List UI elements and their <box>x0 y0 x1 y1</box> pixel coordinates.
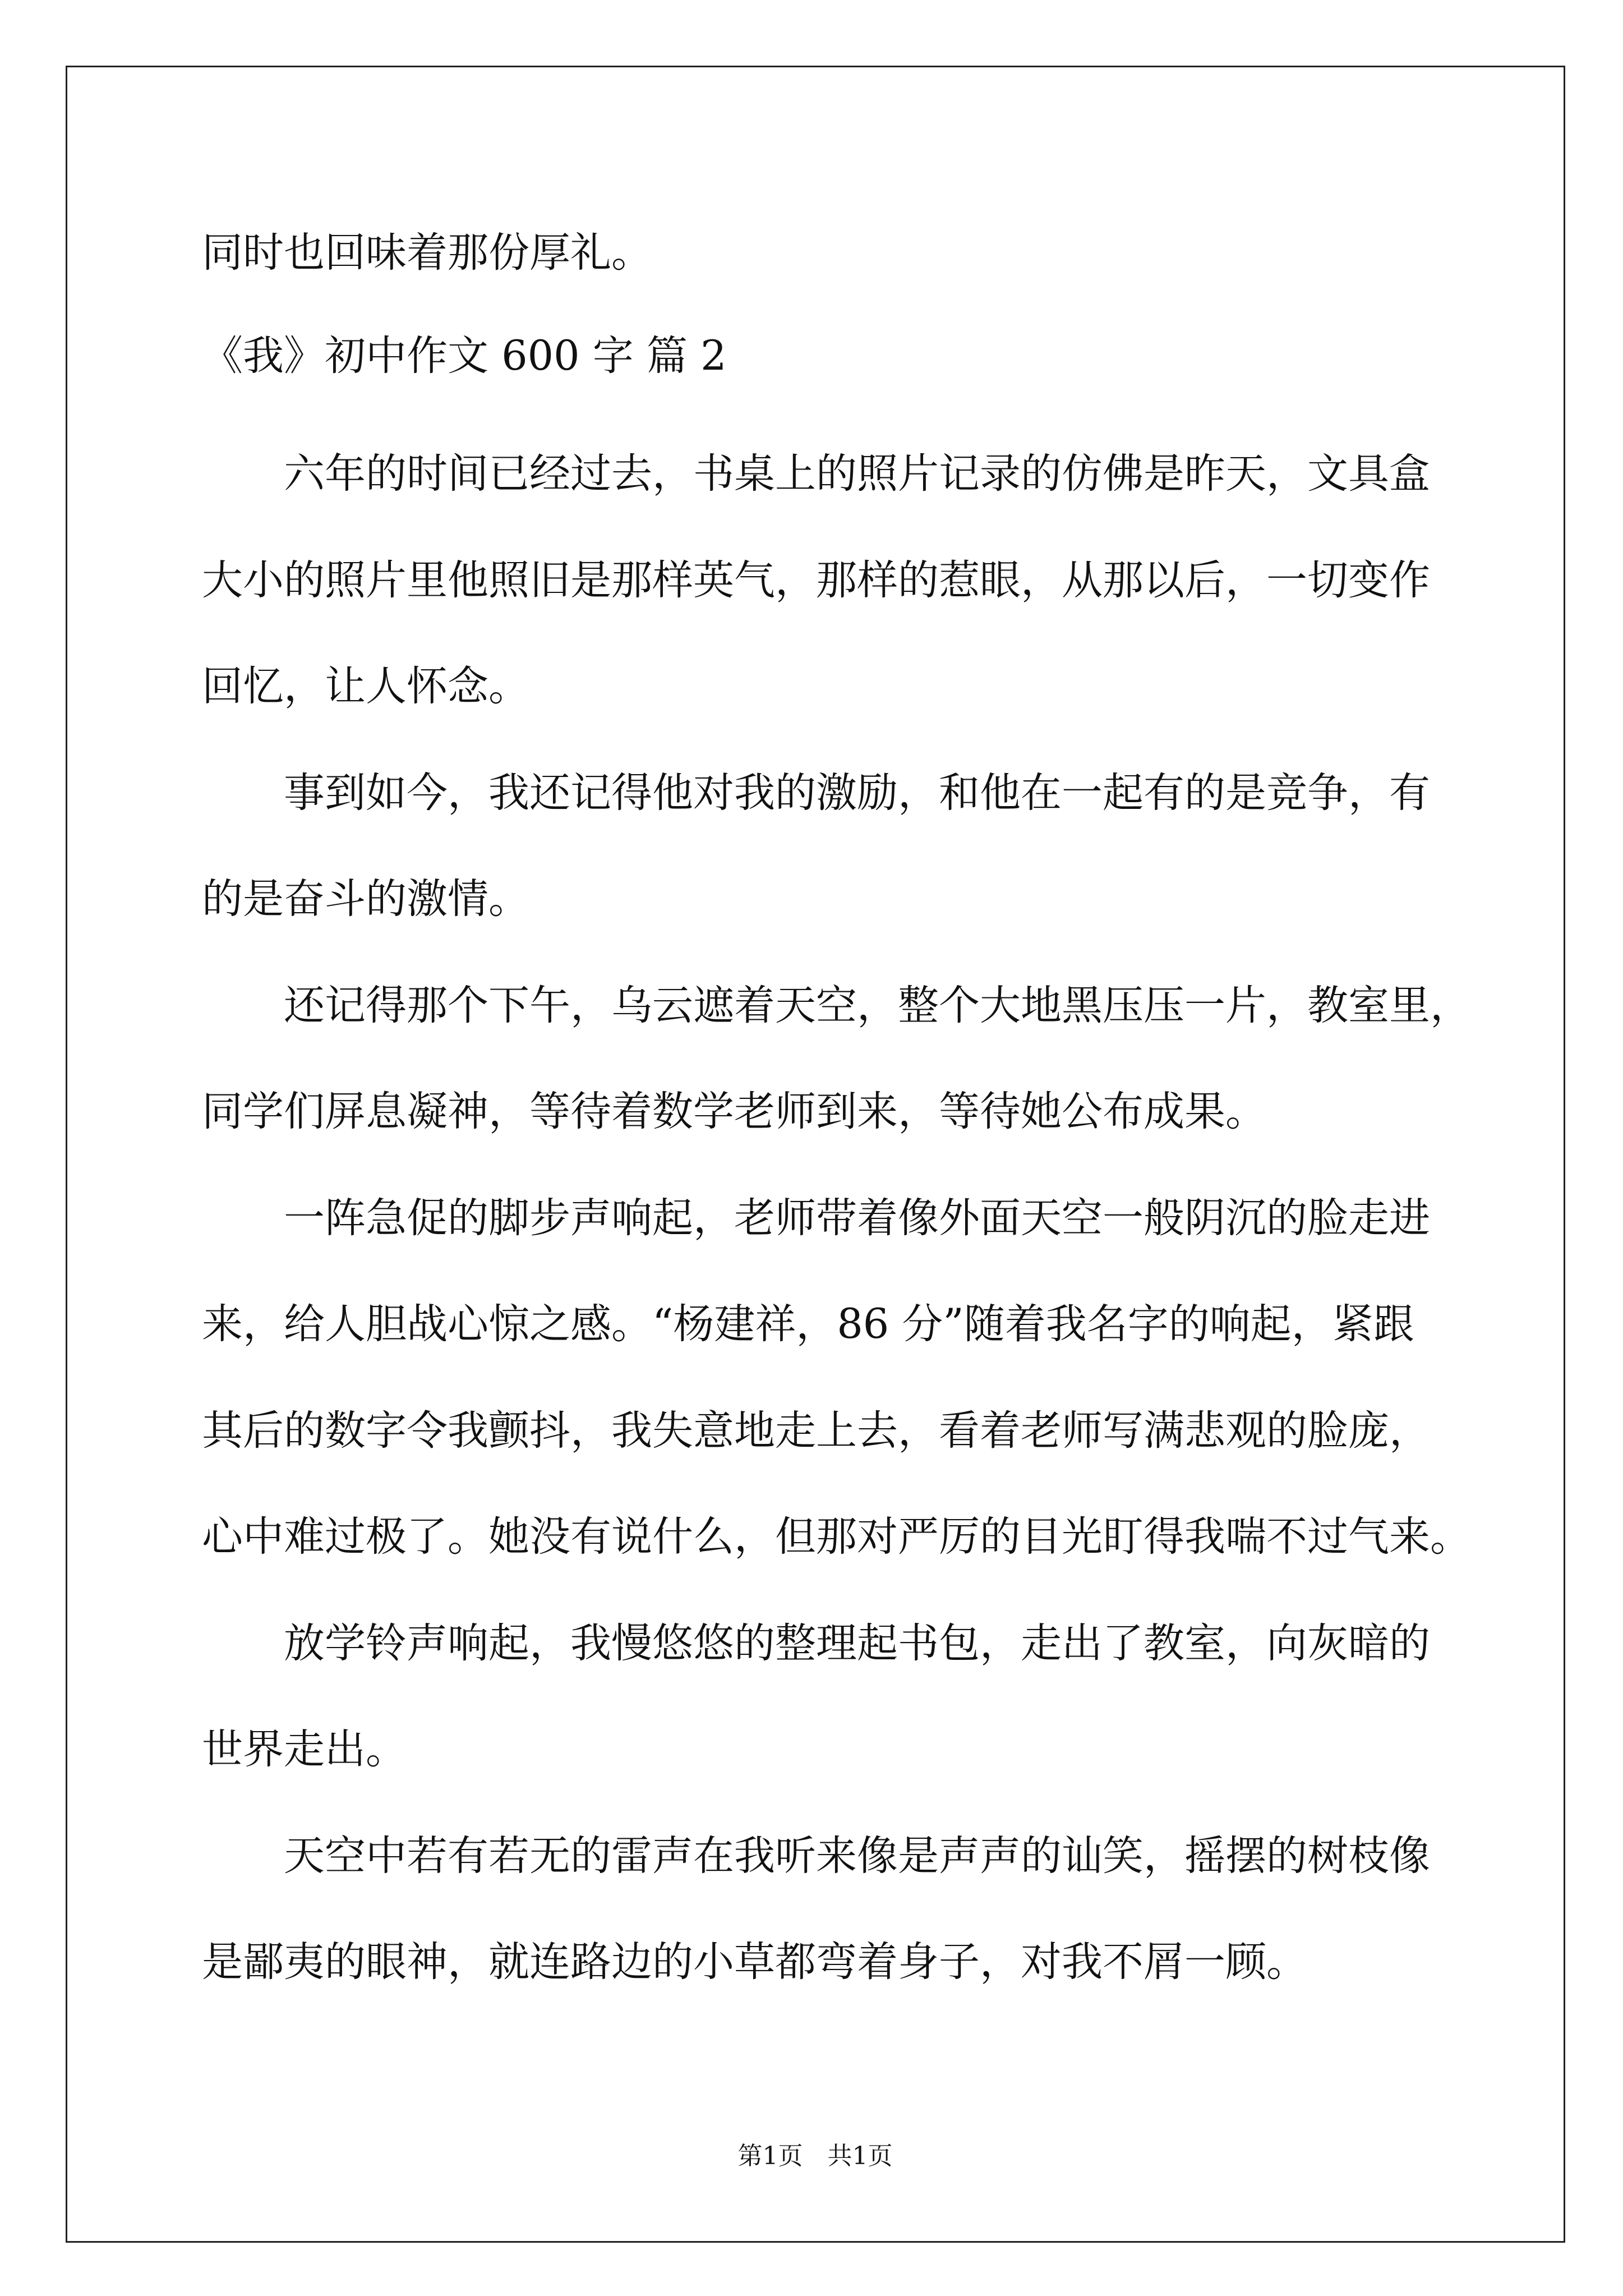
paragraph-line: 回忆，让人怀念。 <box>202 662 529 710</box>
paragraph <box>202 740 1548 953</box>
paragraph-line: 大小的照片里他照旧是那样英气，那样的惹眼，从那以后，一切变作 <box>202 556 1430 604</box>
section-heading: 《我》初中作文 600 字 篇 2 <box>202 332 727 380</box>
paragraph <box>202 1803 1548 2016</box>
page-footer: 第1页 共1页 <box>737 2142 893 2170</box>
paragraph <box>202 421 1548 740</box>
paragraph-line: 是鄙夷的眼神，就连路边的小草都弯着身子，对我不屑一顾。 <box>202 1938 1307 1986</box>
paragraph-line: 一阵急促的脚步声响起，老师带着像外面天空一般阴沉的脸走进 <box>284 1194 1430 1242</box>
paragraph-line: 世界走出。 <box>202 1726 407 1773</box>
continuation-line: 同时也回味着那份厚礼。 <box>202 229 652 277</box>
paragraph-line: 其后的数字令我颤抖，我失意地走上去，看着老师写满悲观的脸庞， <box>202 1406 1430 1455</box>
paragraph <box>202 953 1548 1165</box>
paragraph-line: 来，给人胆战心惊之感。“杨建祥，86 分”随着我名字的响起，紧跟 <box>202 1300 1414 1348</box>
paragraph-line: 六年的时间已经过去，书桌上的照片记录的仿佛是昨天，文具盒 <box>284 450 1430 498</box>
paragraph <box>202 1165 1548 1590</box>
body-text <box>202 421 1548 2016</box>
paragraph-line: 事到如今，我还记得他对我的激励，和他在一起有的是竞争，有 <box>284 769 1430 817</box>
paragraph-line: 天空中若有若无的雷声在我听来像是声声的讪笑，摇摆的树枝像 <box>284 1832 1430 1880</box>
paragraph-line: 放学铃声响起，我慢悠悠的整理起书包，走出了教室，向灰暗的 <box>284 1619 1430 1667</box>
paragraph <box>202 1590 1548 1803</box>
paragraph-line: 的是奋斗的激情。 <box>202 875 529 923</box>
paragraph-line: 心中难过极了。她没有说什么，但那对严厉的目光盯得我喘不过气来。 <box>202 1513 1471 1561</box>
paragraph-line: 同学们屏息凝神，等待着数学老师到来，等待她公布成果。 <box>202 1088 1266 1135</box>
paragraph-line: 还记得那个下午，乌云遮着天空，整个大地黑压压一片，教室里， <box>284 981 1471 1029</box>
